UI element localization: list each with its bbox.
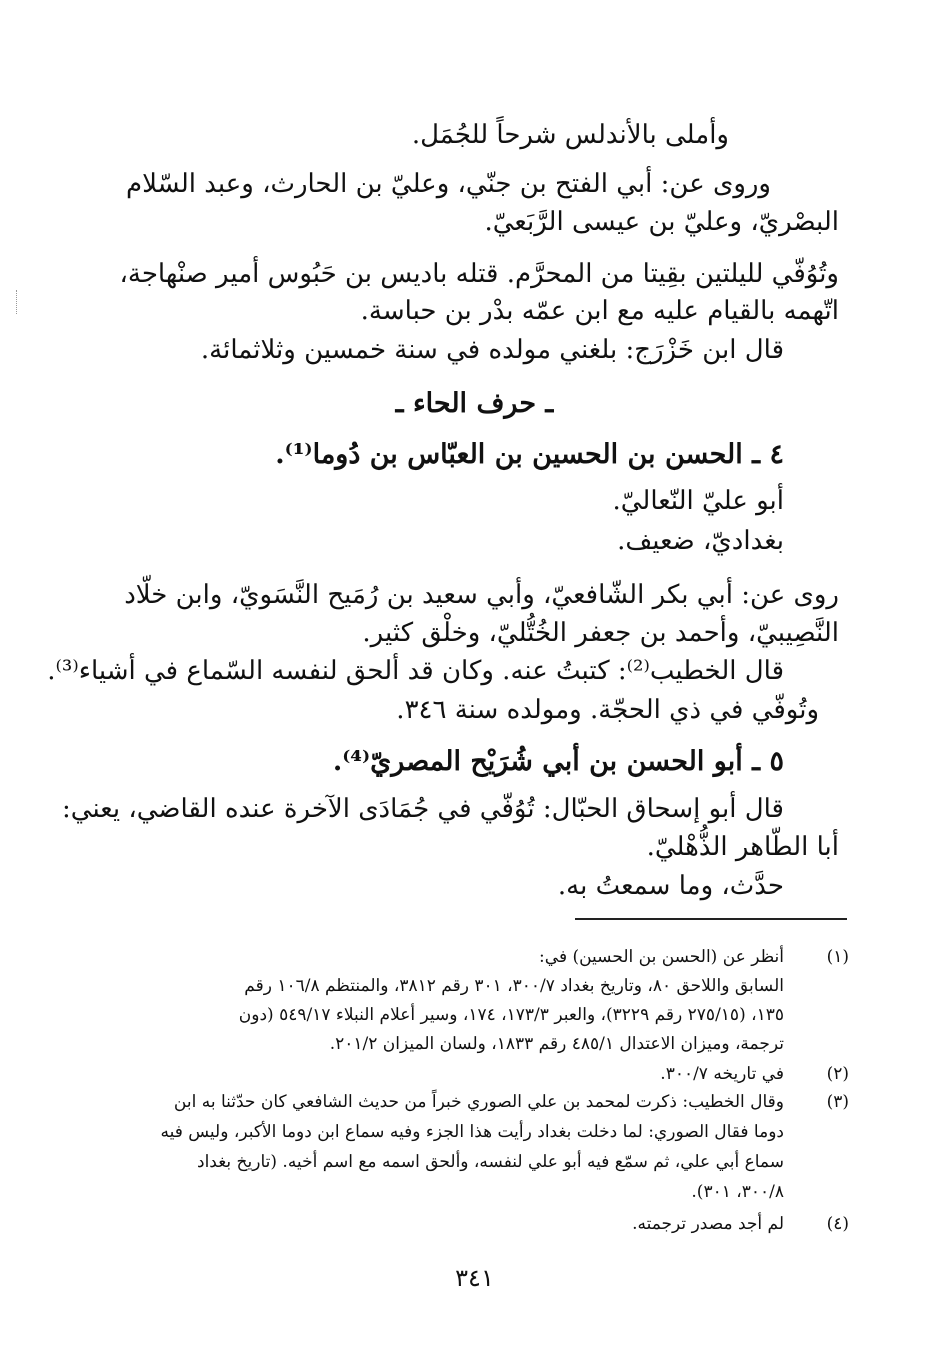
- footnote-line-2: السابق واللاحق ٨٠، وتاريخ بغداد ٣٠٠/٧، ٣٠١ رقم ٣٨١٢، والمنتظم ١٠٦/٨ رقم: [244, 976, 784, 996]
- entry-5-title: ٥ ـ أبو الحسن بن أبي شُرَيْح المصريّ⁽⁴⁾.: [332, 746, 784, 777]
- page-number: ٣٤١: [455, 1264, 494, 1292]
- section-heading: ـ حرف الحاء ـ: [395, 388, 554, 419]
- body-line-1: وأملى بالأندلس شرحاً للجُمَل.: [411, 120, 729, 150]
- footnote-number-1: (١): [826, 947, 849, 967]
- footnote-number-3: (٣): [826, 1092, 849, 1112]
- footnote-line-1: أنظر عن (الحسن بن الحسين) في:: [539, 947, 784, 967]
- margin-mark: [16, 290, 25, 314]
- footnote-line-9: ٣٠٠/٨، ٣٠١).: [691, 1182, 784, 1202]
- body-line-16: قال أبو إسحاق الحبّال: تُوُفّي في جُمَادَى الآخرة عنده القاضي، يعني:: [62, 794, 784, 824]
- footnote-line-5: في تاريخه ٣٠٠/٧.: [660, 1064, 784, 1084]
- body-line-18: حدَّث، وما سمعتُ به.: [557, 871, 784, 901]
- footnote-line-8: سماع أبي علي، ثم سمّع فيه أبو علي لنفسه، وألحق اسمه مع اسم أخيه. (تاريخ بغداد: [197, 1152, 784, 1172]
- body-line-6: قال ابن خَزْرَج: بلغني مولده في سنة خمسين وثلاثمائة.: [200, 335, 784, 365]
- body-line-9: أبو عليّ النّعاليّ.: [612, 486, 784, 516]
- footnote-line-6: وقال الخطيب: ذكرت لمحمد بن علي الصوري خبراً من حديث الشافعي كان حدّثنا به ابن: [173, 1092, 784, 1112]
- body-line-10: بغداديّ، ضعيف.: [617, 526, 784, 556]
- body-line-13: قال الخطيب⁽²⁾: كتبتُ عنه. وكان قد ألحق لنفسه السّماع في أشياء⁽³⁾.: [47, 656, 784, 686]
- footnote-divider: [575, 918, 847, 920]
- footnote-line-3: ١٣٥، (٢٧٥/١٥ رقم ٣٢٢٩)، والعبر ١٧٣/٣، ١٧٤، وسير أعلام النبلاء ٥٤٩/١٧ (دون: [238, 1005, 784, 1025]
- footnote-line-10: لم أجد مصدر ترجمته.: [632, 1214, 784, 1234]
- body-line-11: روى عن: أبي بكر الشّافعيّ، وأبي سعيد بن رُمَيح النَّسَويّ، وابن خلّاد: [124, 580, 839, 610]
- body-line-14: وتُوفّي في ذي الحجّة. ومولده سنة ٣٤٦.: [396, 695, 819, 725]
- body-line-12: النَّصِيبيّ، وأحمد بن جعفر الخُتُّليّ، وخلْق كثير.: [362, 618, 839, 648]
- footnote-line-4: ترجمة، وميزان الاعتدال ٤٨٥/١ رقم ١٨٣٣، ولسان الميزان ٢٠١/٢.: [329, 1034, 784, 1054]
- footnote-number-2: (٢): [826, 1064, 849, 1084]
- footnote-line-7: دوما فقال الصوري: لما دخلت بغداد رأيت هذا الجزء وفيه سماع ابن دوما الأكبر، وليس فيه: [160, 1122, 784, 1142]
- body-line-17: أبا الطّاهر الذُّهْليّ.: [646, 832, 839, 862]
- footnote-number-4: (٤): [826, 1214, 849, 1234]
- body-line-5: اتّهمه بالقيام عليه مع ابن عمّه بدْر بن حباسة.: [360, 296, 839, 326]
- body-line-4: وتُوُفّي لليلتين بقِيتا من المحرَّم. قتله باديس بن حَبُوس أمير صنْهاجة،: [119, 259, 839, 289]
- entry-4-title: ٤ ـ الحسن بن الحسين بن العبّاس بن دُوما⁽¹⁾.: [275, 439, 784, 470]
- body-line-2: وروى عن: أبي الفتح بن جنّي، وعليّ بن الحارث، وعبد السّلام: [126, 169, 771, 199]
- body-line-3: البصْريّ، وعليّ بن عيسى الرَّبَعيّ.: [484, 207, 839, 237]
